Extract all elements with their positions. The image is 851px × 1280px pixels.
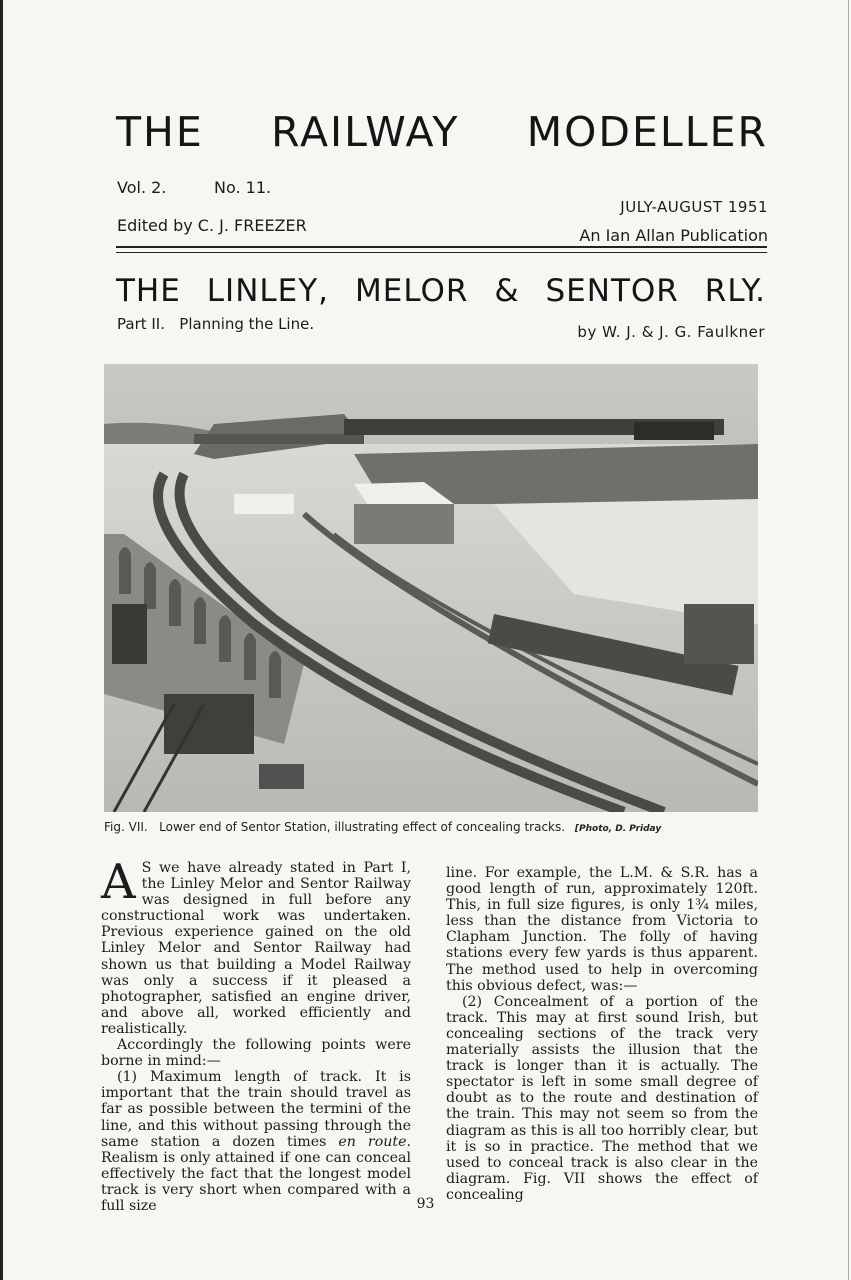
magazine-title-word: MODELLER <box>526 108 768 156</box>
photo-credit: [Photo, D. Priday <box>574 824 662 834</box>
editor-credit: Edited by C. J. FREEZER <box>117 216 307 235</box>
article-byline: by W. J. & J. G. Faulkner <box>577 323 765 341</box>
drop-cap: A <box>101 854 136 910</box>
caption-text: Fig. VII. Lower end of Sentor Station, illustrating effect of concealing tracks. <box>104 820 566 834</box>
masthead <box>116 108 768 245</box>
masthead-rule <box>116 246 767 248</box>
paragraph <box>101 1069 411 1214</box>
masthead-rule-thin <box>116 252 767 253</box>
model-railway-photo <box>104 364 758 812</box>
article-title-word: LINLEY, <box>206 273 330 309</box>
article-title-word: SENTOR <box>545 273 679 309</box>
emphasis-text: en route. <box>338 1133 411 1150</box>
paragraph-text: Realism is only attained if one can conceal effectively the fact that the longest model track is very short when compared with a full size <box>101 1149 411 1214</box>
paragraph-text: S we have already stated in Part I, the Linley Melor and Sentor Railway was designed in full before any constructional work was undertaken. Previous experience gained on the old Linley Melor and Sentor Railway had shown us that building a Model Railway was only a success if it pleased a photographer, satisfied an engine driver, and above all, worked efficiently and realistically. <box>101 860 411 1037</box>
issue-date: JULY-AUGUST 1951 <box>620 198 768 216</box>
volume-label: Vol. 2. <box>117 178 167 197</box>
article-title <box>116 273 766 309</box>
publisher-credit: An Ian Allan Publication <box>579 226 768 245</box>
magazine-title <box>116 108 768 156</box>
article-title-word: & <box>494 273 520 309</box>
article-column-left <box>101 854 411 1214</box>
article-title-word: THE <box>116 273 181 309</box>
article-column-right <box>446 865 758 1203</box>
paragraph: line. For example, the L.M. & S.R. has a good length of run, approximately 120ft. This, in full size figures, is only 1¾ miles, less than the distance from Victoria to Clapham Junction. The folly of having stations every few yards is thus apparent. The method used to help in overcoming this obvious defect, was:— <box>446 865 758 994</box>
article-subtitle: Part II. Planning the Line. <box>117 315 315 333</box>
paragraph: Accordingly the following points were borne in mind:— <box>101 1037 411 1070</box>
page-number: 93 <box>416 1196 435 1212</box>
page-edge-left <box>0 0 3 1280</box>
paragraph <box>101 854 411 1037</box>
paragraph-text: (1) Maximum length of track. It is important that the train should travel as far as possible between the termini of the line, and this without passing through the same station a dozen times <box>101 1069 411 1150</box>
article-title-word: MELOR <box>354 273 469 309</box>
page-edge-right <box>848 0 849 1280</box>
magazine-title-word: RAILWAY <box>271 108 460 156</box>
paragraph: (2) Concealment of a portion of the track. This may at first sound Irish, but concealing sections of the track very materially assists the illusion that the track is longer than it is actually. The spectator is left in some small degree of doubt as to the route and destination of the train. This may not seem so from the diagram as this is all too horribly clear, but it is so in practice. The method that we used to conceal track is also clear in the diagram. Fig. VII shows the effect of concealing <box>446 993 758 1203</box>
issue-number: No. 11. <box>214 178 272 197</box>
figure-caption <box>104 820 764 834</box>
photo-illustration <box>104 364 758 812</box>
magazine-title-word: THE <box>116 108 204 156</box>
article-title-word: RLY. <box>704 273 766 309</box>
